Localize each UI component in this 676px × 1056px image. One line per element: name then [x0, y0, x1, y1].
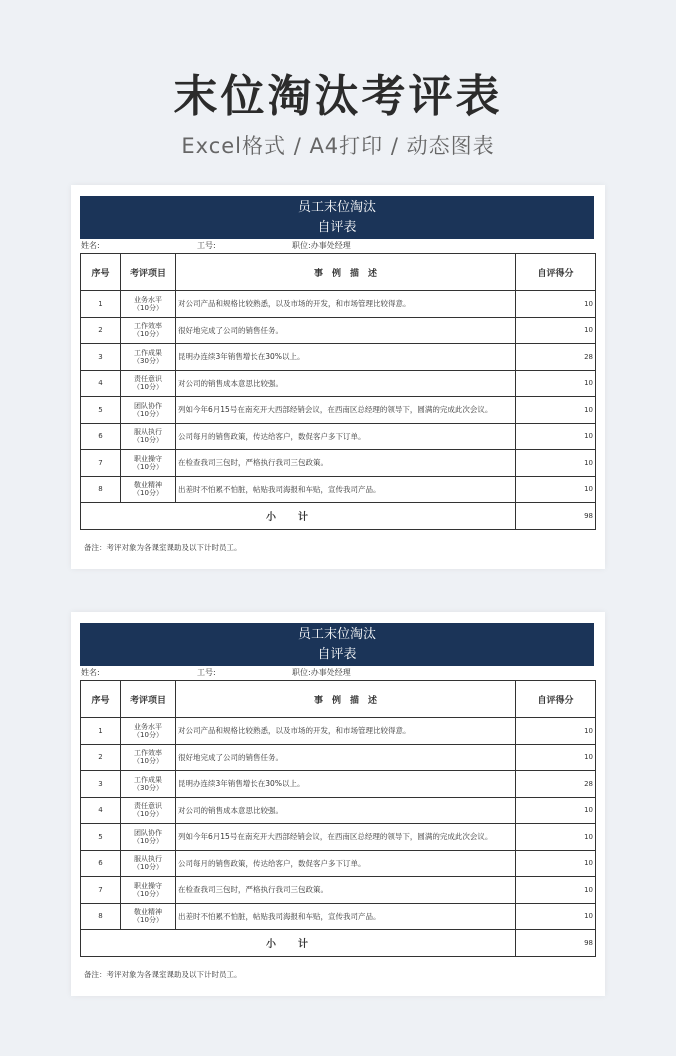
position-label: 职位:办事处经理 [292, 668, 351, 677]
row-score: 10 [516, 877, 596, 904]
row-number: 7 [81, 450, 121, 477]
form-preview-1 [71, 185, 605, 569]
subtotal-label: 小计 [81, 503, 516, 530]
row-score: 10 [516, 744, 596, 771]
name-label: 姓名: [81, 668, 100, 677]
row-number: 2 [81, 744, 121, 771]
subtotal-row [81, 503, 596, 530]
table-row [81, 344, 596, 371]
row-number: 7 [81, 877, 121, 904]
row-item: 责任意识 （10分） [121, 370, 176, 397]
row-description: 公司每月的销售政策，传达给客户，数促客户多下订单。 [176, 423, 516, 450]
row-item: 职业操守 （10分） [121, 877, 176, 904]
subtotal-label: 小计 [81, 930, 516, 957]
row-number: 6 [81, 850, 121, 877]
form-title-banner [80, 623, 594, 666]
row-number: 6 [81, 423, 121, 450]
row-number: 2 [81, 317, 121, 344]
row-number: 1 [81, 291, 121, 318]
table-row [81, 771, 596, 798]
form-title: 员工末位淘汰 [297, 200, 376, 215]
form-note: 备注：考评对象为各课室课助及以下计时员工。 [84, 969, 242, 979]
table-row [81, 850, 596, 877]
row-score: 10 [516, 797, 596, 824]
id-label: 工号: [197, 241, 216, 250]
table-row [81, 450, 596, 477]
row-score: 10 [516, 450, 596, 477]
row-item: 责任意识 （10分） [121, 797, 176, 824]
evaluation-table [80, 253, 596, 530]
employee-info-row [80, 239, 594, 253]
row-item: 工作效率 （10分） [121, 317, 176, 344]
row-number: 3 [81, 344, 121, 371]
row-item: 团队协作 （10分） [121, 824, 176, 851]
row-description: 对公司产品和规格比较熟悉，以及市场的开发，和市场管理比较得意。 [176, 718, 516, 745]
page-header [0, 0, 676, 160]
row-score: 10 [516, 824, 596, 851]
row-description: 出差时不怕累不怕脏，帖贴我司海报和车贴，宣传我司产品。 [176, 476, 516, 503]
row-item: 服从执行 （10分） [121, 423, 176, 450]
row-item: 工作效率 （10分） [121, 744, 176, 771]
row-item: 团队协作 （10分） [121, 397, 176, 424]
row-description: 列如今年6月15号在南充开大西部经销会议，在西南区总经理的领导下，圆满的完成此次会议。 [176, 824, 516, 851]
form-title-banner [80, 196, 594, 239]
row-score: 10 [516, 317, 596, 344]
row-item: 业务水平 （10分） [121, 291, 176, 318]
row-description: 在检查我司三包时，严格执行我司三包政策。 [176, 877, 516, 904]
table-row [81, 824, 596, 851]
form-note: 备注：考评对象为各课室课助及以下计时员工。 [84, 542, 242, 552]
row-item: 敬业精神 （10分） [121, 903, 176, 930]
page-subtitle: Excel格式 / A4打印 / 动态图表 [181, 134, 495, 158]
position-label: 职位:办事处经理 [292, 241, 351, 250]
row-item: 敬业精神 （10分） [121, 476, 176, 503]
table-row [81, 317, 596, 344]
row-description: 很好地完成了公司的销售任务。 [176, 317, 516, 344]
subtotal-row [81, 930, 596, 957]
row-item: 工作成果 （30分） [121, 344, 176, 371]
table-row [81, 877, 596, 904]
table-row [81, 370, 596, 397]
subtotal-value: 98 [516, 503, 596, 530]
name-label: 姓名: [81, 241, 100, 250]
row-number: 5 [81, 397, 121, 424]
form-subtitle: 自评表 [317, 220, 357, 235]
row-number: 4 [81, 370, 121, 397]
row-item: 服从执行 （10分） [121, 850, 176, 877]
row-item: 业务水平 （10分） [121, 718, 176, 745]
column-header: 事 例 描 述 [176, 681, 516, 718]
row-description: 出差时不怕累不怕脏，帖贴我司海报和车贴，宣传我司产品。 [176, 903, 516, 930]
row-item: 工作成果 （30分） [121, 771, 176, 798]
row-number: 3 [81, 771, 121, 798]
row-score: 10 [516, 291, 596, 318]
row-description: 列如今年6月15号在南充开大西部经销会议，在西南区总经理的领导下，圆满的完成此次会议。 [176, 397, 516, 424]
row-item: 职业操守 （10分） [121, 450, 176, 477]
table-row [81, 423, 596, 450]
row-description: 昆明办连续3年销售增长在30%以上。 [176, 771, 516, 798]
form-preview-2 [71, 612, 605, 996]
row-description: 昆明办连续3年销售增长在30%以上。 [176, 344, 516, 371]
form-subtitle: 自评表 [317, 647, 357, 662]
row-number: 1 [81, 718, 121, 745]
column-header: 事 例 描 述 [176, 254, 516, 291]
row-score: 10 [516, 718, 596, 745]
row-number: 8 [81, 476, 121, 503]
id-label: 工号: [197, 668, 216, 677]
page-title: 末位淘汰考评表 [173, 71, 503, 122]
row-description: 对公司产品和规格比较熟悉，以及市场的开发，和市场管理比较得意。 [176, 291, 516, 318]
row-score: 10 [516, 476, 596, 503]
row-score: 10 [516, 370, 596, 397]
row-description: 对公司的销售成本意思比较强。 [176, 370, 516, 397]
column-header: 序号 [81, 254, 121, 291]
table-row [81, 797, 596, 824]
row-description: 对公司的销售成本意思比较强。 [176, 797, 516, 824]
column-header: 序号 [81, 681, 121, 718]
row-score: 10 [516, 397, 596, 424]
table-row [81, 476, 596, 503]
table-row [81, 291, 596, 318]
employee-info-row [80, 666, 594, 680]
column-header: 考评项目 [121, 254, 176, 291]
row-description: 很好地完成了公司的销售任务。 [176, 744, 516, 771]
evaluation-table [80, 680, 596, 957]
table-row [81, 903, 596, 930]
table-row [81, 744, 596, 771]
subtotal-value: 98 [516, 930, 596, 957]
table-header-row [81, 681, 596, 718]
table-row [81, 718, 596, 745]
row-description: 在检查我司三包时，严格执行我司三包政策。 [176, 450, 516, 477]
row-score: 10 [516, 423, 596, 450]
row-score: 28 [516, 344, 596, 371]
table-header-row [81, 254, 596, 291]
row-score: 10 [516, 903, 596, 930]
column-header: 考评项目 [121, 681, 176, 718]
form-sheet [80, 623, 594, 980]
form-sheet [80, 196, 594, 553]
row-number: 4 [81, 797, 121, 824]
form-title: 员工末位淘汰 [297, 627, 376, 642]
row-number: 8 [81, 903, 121, 930]
column-header: 自评得分 [516, 681, 596, 718]
row-score: 10 [516, 850, 596, 877]
column-header: 自评得分 [516, 254, 596, 291]
row-score: 28 [516, 771, 596, 798]
row-number: 5 [81, 824, 121, 851]
table-row [81, 397, 596, 424]
row-description: 公司每月的销售政策，传达给客户，数促客户多下订单。 [176, 850, 516, 877]
